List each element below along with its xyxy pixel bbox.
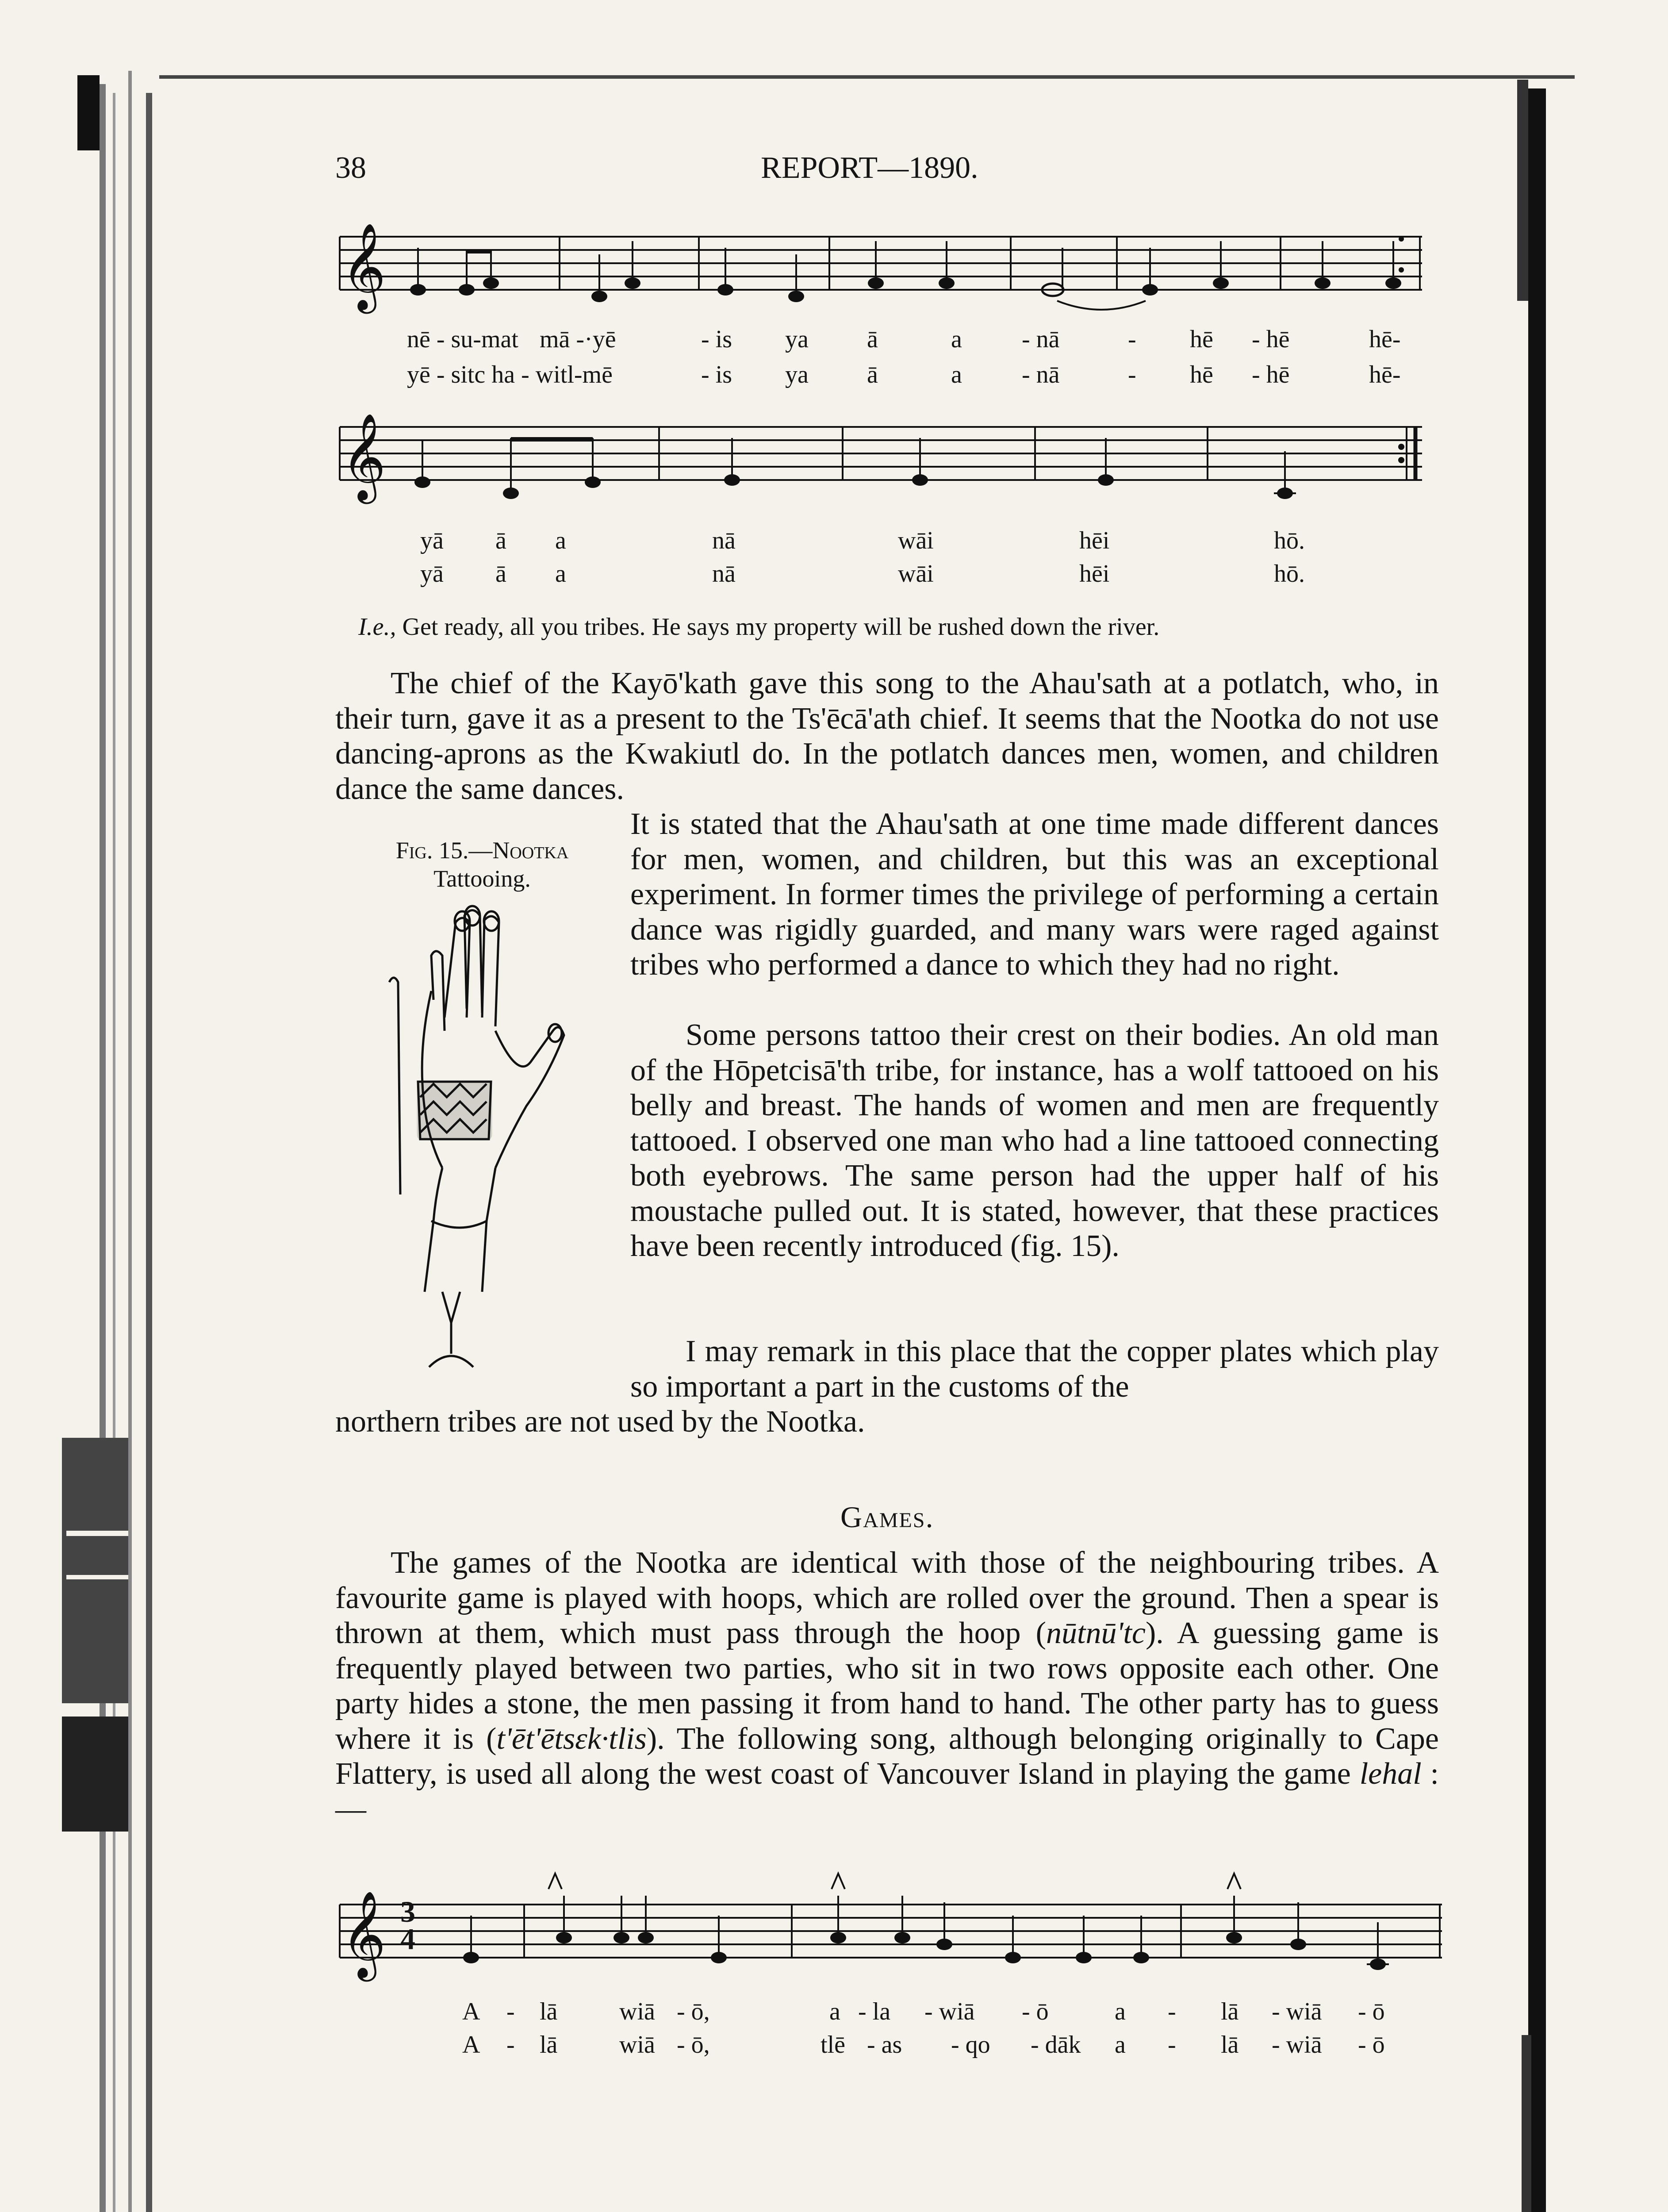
song2-lyric: a <box>829 1998 840 2025</box>
paragraph-dances: It is stated that the Ahau'sath at one time made different dances for men, women, and children, but this was an exceptional experiment. In former times the privilege of performing a certain dance was rigidly guarded, and many wars were raged against tribes who performed a dance to which they had no right. <box>630 807 1439 982</box>
song1-lyric: - hē <box>1252 326 1290 353</box>
song2-lyric: lā <box>1221 2031 1239 2058</box>
games-text-b: ). A guessing game is frequently played between two parties, who sit in two rows opposite each other. One party hides a stone, the men passing it from hand to hand. The other party has to guess where it is ( <box>335 1616 1439 1756</box>
song1-lyric: ya <box>785 326 809 353</box>
paragraph-tattoo: Some persons tattoo their crest on their bodies. An old man of the Hōpetcisā'th tribe, for instance, has a wolf tattooed on his belly and breast. The hands of women and men are frequently tattooed. I observed one man who had a line tattooed connecting both eyebrows. The same person had the upper half of his moustache pulled out. It is stated, however, that these practices have been recently introduced (fig. 15). <box>630 1018 1439 1263</box>
song1-lyric: nē - su-mat <box>407 326 518 353</box>
svg-text:𝄞: 𝄞 <box>341 1890 386 1978</box>
song1-lyric: a <box>555 560 566 588</box>
paragraph-copper-plates: I may remark in this place that the copper plates which play so important a part in the customs of the <box>630 1334 1439 1404</box>
song1-lyric: ya <box>785 361 809 388</box>
song2-lyric: - <box>506 1998 515 2025</box>
song2-lyric: A <box>462 2031 480 2058</box>
song2-lyric: - ō <box>1358 2031 1385 2058</box>
song1-lyric: hē- <box>1369 326 1401 353</box>
song1-lyric: yā <box>420 527 444 554</box>
song1-lyric: a <box>951 361 962 388</box>
svg-text:𝄞: 𝄞 <box>341 413 386 500</box>
song1-lyric: hē <box>1190 326 1213 353</box>
games-term-lehal: lehal <box>1359 1757 1422 1791</box>
song2-lyric: - ō, <box>677 1998 710 2025</box>
song2-lyric: - dāk <box>1031 2031 1081 2058</box>
song1-lyric: nā <box>712 560 736 588</box>
song2-lyric: - qo <box>951 2031 990 2058</box>
section-heading-games: Games. <box>840 1500 934 1534</box>
song1-lyric: wāi <box>898 560 934 588</box>
song1-lyric: - is <box>701 361 732 388</box>
song2-lyric: lā <box>540 2031 558 2058</box>
song2-lyric: - la <box>858 1998 891 2025</box>
song1-lyric: - hē <box>1252 361 1290 388</box>
song2-lyric: - wiā <box>1272 1998 1322 2025</box>
song1-lyric: a <box>951 326 962 353</box>
song2-lyric: wiā <box>619 2031 655 2058</box>
song2-lyric: a <box>1115 2031 1126 2058</box>
song2-lyric: - <box>506 2031 515 2058</box>
page-number: 38 <box>335 151 366 185</box>
song1-lyric: ā <box>867 361 878 388</box>
song1-lyric: hō. <box>1274 560 1305 588</box>
song2-lyric: - wiā <box>1272 2031 1322 2058</box>
song2-lyric: - ō <box>1358 1998 1385 2025</box>
time-signature <box>400 1895 415 1956</box>
song1-lyric: hēi <box>1079 527 1110 554</box>
song1-lyric: nā <box>712 527 736 554</box>
figure-label-2: Tattooing. <box>433 865 531 892</box>
song1-lyric: ā <box>495 527 506 554</box>
song2-lyric: - ō, <box>677 2031 710 2058</box>
song2-lyric: - wiā <box>924 1998 975 2025</box>
song1-lyric: mā -·yē <box>540 326 616 353</box>
games-text-a: The games of the Nootka are identical with those of the neighbouring tribes. A favourite game is played with hoops, which are rolled over the ground. Then a spear is thrown at them, which must pass through the hoop ( <box>335 1546 1439 1650</box>
paragraph-kayokath: The chief of the Kayō'kath gave this song to the Ahau'sath at a potlatch, who, in their turn, gave it as a present to the Ts'ēcā'ath chief. It seems that the Nootka do not use dancing-aprons as the Kwakiutl do. In the potlatch dances men, women, and children dance the same dances. <box>335 666 1439 806</box>
song2-lyric: tlē <box>821 2031 845 2058</box>
translation-prefix: I.e., <box>358 613 396 641</box>
svg-text:𝄞: 𝄞 <box>341 223 386 310</box>
song1-lyric: - is <box>701 326 732 353</box>
time-sig-top: 3 <box>400 1895 415 1928</box>
song1-lyric: yē - sitc ha - witl-mē <box>407 361 613 388</box>
games-text-d: :— <box>335 1757 1439 1826</box>
song2-lyric: lā <box>540 1998 558 2025</box>
games-term-tetetsek: t'ēt'ētsɛk·tlis <box>496 1721 647 1756</box>
song2-lyric: - ō <box>1022 1998 1049 2025</box>
song1-lyric: wāi <box>898 527 934 554</box>
translation-text: Get ready, all you tribes. He says my property will be rushed down the river. <box>402 613 1160 641</box>
paragraph-copper-plates-end: northern tribes are not used by the Nootka. <box>335 1405 865 1439</box>
song1-lyric: hēi <box>1079 560 1110 588</box>
song2-lyric: A <box>462 1998 480 2025</box>
running-title: REPORT—1890. <box>761 151 978 185</box>
song2-lyric: a <box>1115 1998 1126 2025</box>
song2-lyric: wiā <box>619 1998 655 2025</box>
song1-lyric: - nā <box>1022 326 1060 353</box>
song1-lyric: hō. <box>1274 527 1305 554</box>
song1-lyric: - <box>1128 361 1136 388</box>
time-sig-bottom: 4 <box>400 1922 415 1956</box>
figure-label: Fig. 15.—Nootka <box>395 837 569 864</box>
song1-lyric: yā <box>420 560 444 588</box>
song1-lyric: - <box>1128 326 1136 353</box>
song2-lyric: lā <box>1221 1998 1239 2025</box>
games-term-nutnutc: nūtnū'tc <box>1046 1616 1146 1650</box>
song1-lyric: hē- <box>1369 361 1401 388</box>
song1-lyric: - nā <box>1022 361 1060 388</box>
song2-lyric: - as <box>867 2031 902 2058</box>
song2-lyric: - <box>1168 2031 1176 2058</box>
song1-lyric: ā <box>495 560 506 588</box>
song1-lyric: a <box>555 527 566 554</box>
song1-lyric: hē <box>1190 361 1213 388</box>
games-text-c: ). The following song, although belonging originally to Cape Flattery, is used all along the west coast of Vancouver Island in playing the game <box>335 1721 1439 1791</box>
song1-lyric: ā <box>867 326 878 353</box>
song2-lyric: - <box>1168 1998 1176 2025</box>
